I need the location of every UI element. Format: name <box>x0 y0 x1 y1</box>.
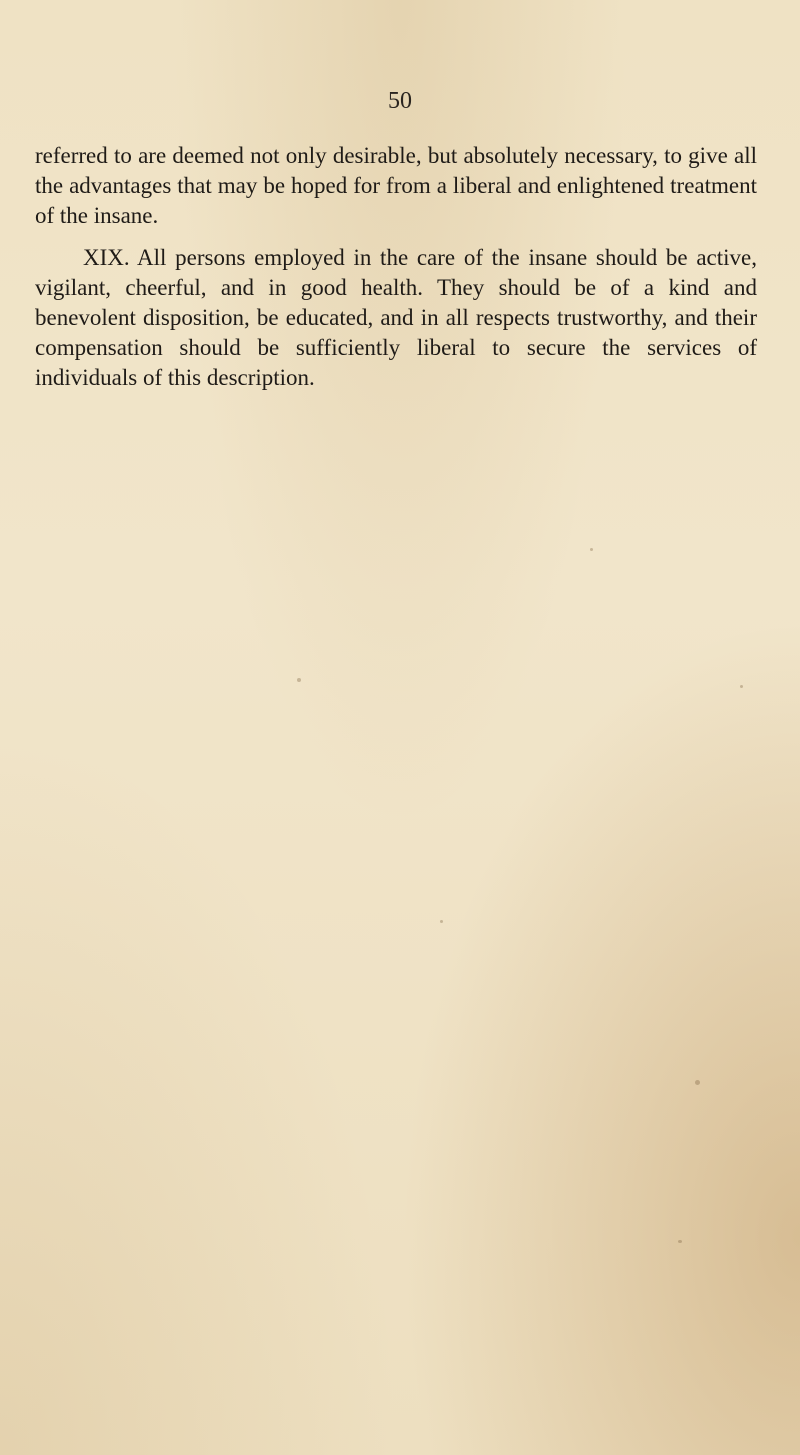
paragraph-xix: XIX. All persons employed in the care of the insane should be active, vigilant, cheerful, and in good health. They should be of a kind and benevolent disposition, be educated, and in all respects trustworthy, and their compensation should be sufficiently liberal to secure the services of individuals of this description. <box>35 245 757 390</box>
paper-speck <box>678 1240 682 1243</box>
paper-speck <box>440 920 443 923</box>
paper-speck <box>740 685 743 688</box>
page-number: 50 <box>388 88 412 114</box>
paper-speck <box>590 548 593 551</box>
paragraph-continuation: referred to are deemed not only desirable, but absolutely necessary, to give all the advantages that may be hoped for from a liberal and enlightened treatment of the insane. <box>35 143 757 228</box>
paper-speck <box>695 1080 700 1085</box>
paper-speck <box>297 678 301 682</box>
